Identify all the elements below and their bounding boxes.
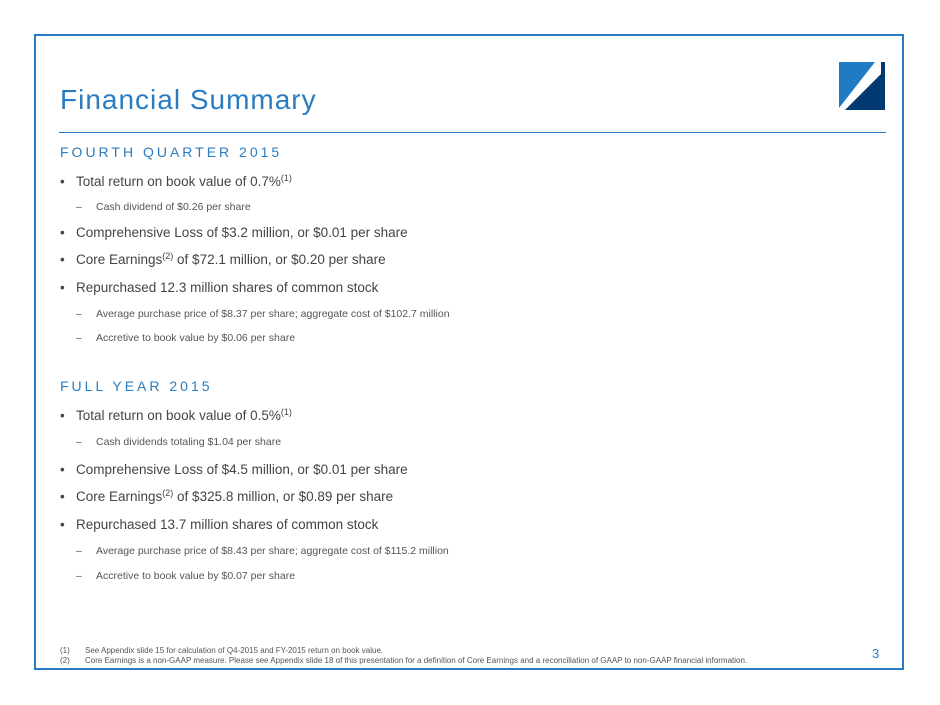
bullet-icon: • <box>60 408 65 423</box>
footnote-ref: (1) <box>280 173 292 183</box>
fy-bullet-return: • Total return on book value of 0.5%$^{(1)}$ <box>60 407 292 423</box>
page-number: 3 <box>872 646 880 661</box>
footnote-1: (1) See Appendix slide 15 for calculation of Q4-2015 and FY-2015 return on book value. <box>60 646 384 655</box>
section-heading-fy: FULL YEAR 2015 <box>60 378 213 394</box>
bullet-icon: • <box>60 225 65 240</box>
title-divider <box>59 132 886 133</box>
page-title: Financial Summary <box>60 84 317 115</box>
q4-bullet-core-earnings: • Core Earnings$^{(2)}$ of $72.1 million, or $0.20 per share <box>60 251 386 267</box>
bullet-icon: • <box>60 462 65 477</box>
fy-bullet-repurchase: • Repurchased 13.7 million shares of common stock <box>60 517 379 532</box>
footnote-ref: (2) <box>162 488 174 498</box>
fy-bullet-comprehensive-loss: • Comprehensive Loss of $4.5 million, or $0.01 per share <box>60 462 408 477</box>
footnote-ref: (2) <box>162 251 174 261</box>
bullet-icon: • <box>60 252 65 267</box>
fy-sub-accretive: – Accretive to book value by $0.07 per share <box>76 570 296 582</box>
q4-sub-dividend: – Cash dividend of $0.26 per share <box>76 201 251 213</box>
q4-sub-accretive: – Accretive to book value by $0.06 per share <box>76 332 296 344</box>
q4-bullet-comprehensive-loss: • Comprehensive Loss of $3.2 million, or $0.01 per share <box>60 225 408 240</box>
fy-sub-purchase-price: – Average purchase price of $8.43 per share; aggregate cost of $115.2 million <box>76 545 449 557</box>
section-heading-q4: FOURTH QUARTER 2015 <box>60 144 283 160</box>
q4-bullet-return: • Total return on book value of 0.7%$^{(1)}$ <box>60 173 292 189</box>
bullet-icon: • <box>60 489 65 504</box>
q4-bullet-repurchase: • Repurchased 12.3 million shares of common stock <box>60 280 379 295</box>
footnote-ref: (1) <box>280 407 292 417</box>
fy-bullet-core-earnings: • Core Earnings$^{(2)}$ of $325.8 million, or $0.89 per share <box>60 488 394 504</box>
footnote-2: (2) Core Earnings is a non-GAAP measure. Please see Appendix slide 18 of this presentation for a definition of Core Earnings and a reconciliation of GAAP to non-GAAP financial information. <box>60 656 748 665</box>
bullet-icon: • <box>60 174 65 189</box>
q4-sub-purchase-price: – Average purchase price of $8.37 per share; aggregate cost of $102.7 million <box>76 308 450 320</box>
company-logo-icon <box>837 60 887 112</box>
fy-sub-dividends: – Cash dividends totaling $1.04 per share <box>76 436 282 448</box>
bullet-icon: • <box>60 517 65 532</box>
bullet-icon: • <box>60 280 65 295</box>
